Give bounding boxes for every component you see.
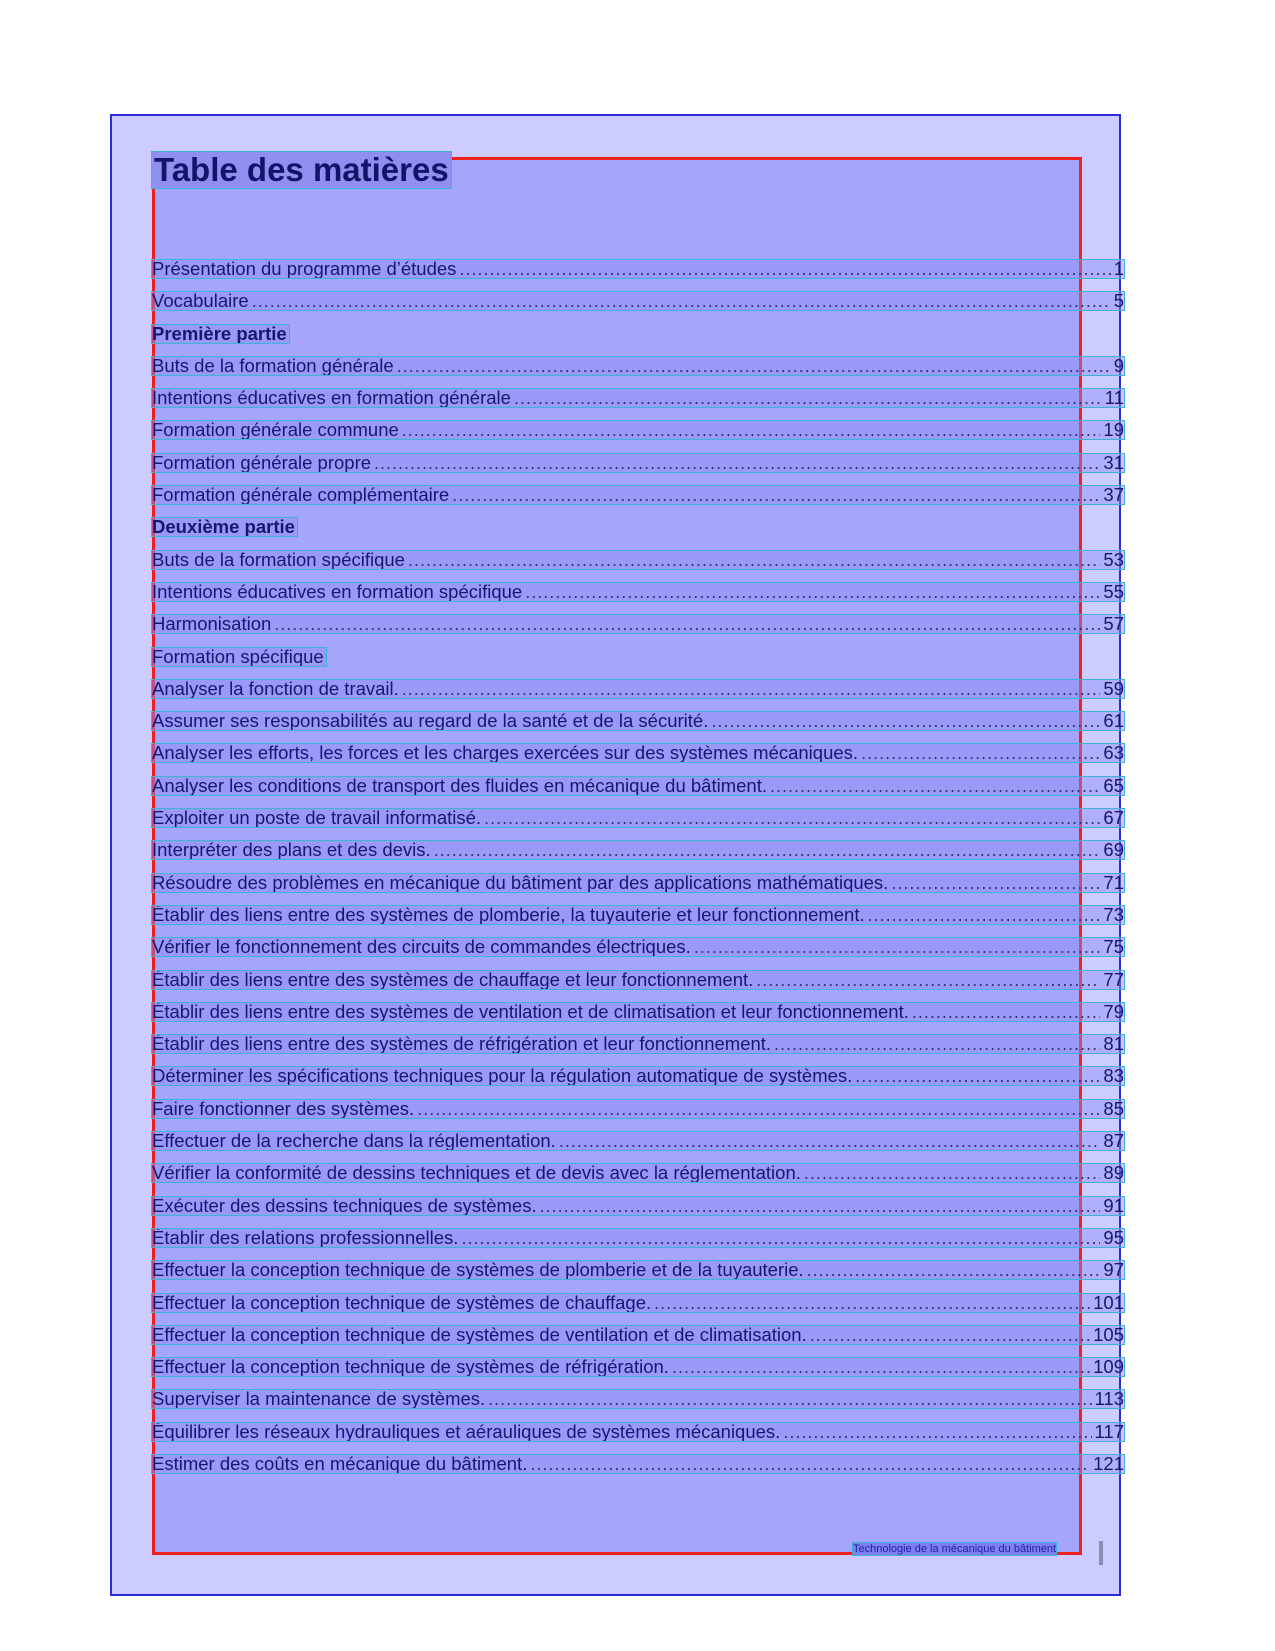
toc-dot-leader	[861, 744, 1100, 762]
toc-entry-label: Résoudre des problèmes en mécanique du bâtiment par des applications mathématiques.	[152, 871, 889, 893]
toc-line	[152, 615, 1124, 633]
toc-entry-label: Harmonisation	[152, 613, 272, 635]
page-title: Table des matières	[154, 151, 449, 188]
toc-line	[152, 1452, 1124, 1474]
toc-dot-leader	[408, 551, 1100, 569]
toc-entry-label: Effectuer la conception technique de systèmes de plomberie et de la tuyauterie.	[152, 1259, 804, 1281]
toc-entry-label: Vérifier la conformité de dessins techniques et de devis avec la réglementation.	[152, 1162, 801, 1184]
toc-entry[interactable]	[152, 1253, 1124, 1285]
toc-entry-label: Deuxième partie	[152, 516, 295, 538]
toc-entry[interactable]	[152, 1350, 1124, 1382]
toc-dot-leader	[559, 1132, 1101, 1150]
toc-dot-leader	[402, 421, 1101, 439]
toc-page-number: 91	[1103, 1194, 1124, 1216]
toc-entry[interactable]	[152, 736, 1124, 768]
toc-entry[interactable]	[152, 446, 1124, 478]
toc-dot-leader	[461, 1229, 1100, 1247]
toc-entry-label: Effectuer la conception technique de systèmes de chauffage.	[152, 1291, 652, 1313]
toc-entry[interactable]	[152, 769, 1124, 801]
toc-dot-leader	[912, 1003, 1101, 1021]
toc-dot-leader	[810, 1326, 1090, 1344]
toc-page-number: 79	[1103, 1000, 1124, 1022]
toc-entry[interactable]	[152, 543, 1124, 575]
toc-entry-label: Formation générale propre	[152, 451, 372, 473]
toc-line	[152, 712, 1124, 730]
toc-entry-label: Présentation du programme d’études	[152, 258, 457, 279]
toc-dot-leader	[459, 260, 1110, 278]
toc-entry-label: Analyser les efforts, les forces et les charges exercées sur des systèmes mécaniques.	[152, 742, 859, 764]
toc-entry[interactable]	[152, 1447, 1124, 1479]
toc-entry[interactable]	[152, 898, 1124, 930]
toc-dot-leader	[530, 1455, 1090, 1473]
toc-line	[152, 354, 1124, 376]
toc-page-number: 5	[1113, 290, 1124, 312]
toc-entry-label: Superviser la maintenance de systèmes.	[152, 1388, 486, 1410]
toc-line	[152, 260, 1124, 278]
toc-entry[interactable]	[152, 801, 1124, 833]
toc-section-heading	[152, 317, 1124, 349]
toc-entry-label: Exploiter un poste de travail informatisé.	[152, 807, 482, 829]
toc-entry[interactable]	[152, 252, 1124, 284]
toc-page-number: 75	[1103, 936, 1124, 958]
toc-page-number: 71	[1103, 871, 1124, 893]
toc-entry[interactable]	[152, 1059, 1124, 1091]
toc-dot-leader	[804, 1164, 1101, 1182]
toc-dot-leader	[540, 1197, 1101, 1215]
toc-dot-leader	[770, 777, 1100, 795]
toc-page-number: 69	[1103, 839, 1124, 861]
toc-line	[152, 421, 1124, 439]
toc-line	[152, 1261, 1124, 1279]
toc-line	[152, 451, 1124, 473]
toc-entry-label: Intentions éducatives en formation générale	[152, 387, 511, 409]
toc-dot-leader	[417, 1100, 1100, 1118]
toc-entry-label: Formation générale commune	[152, 419, 399, 441]
toc-dot-leader	[252, 292, 1111, 310]
toc-entry[interactable]	[152, 995, 1124, 1027]
toc-page-number: 97	[1103, 1259, 1124, 1281]
toc-page-number: 81	[1103, 1033, 1124, 1055]
toc-entry[interactable]	[152, 866, 1124, 898]
toc-page-number: 61	[1103, 710, 1124, 732]
toc-entry-label: Formation spécifique	[152, 645, 324, 667]
toc-entry[interactable]	[152, 1092, 1124, 1124]
toc-page-number: 85	[1103, 1097, 1124, 1119]
toc-page-number: 105	[1093, 1323, 1124, 1345]
toc-page-number: 63	[1103, 742, 1124, 764]
toc-page-number: 95	[1103, 1226, 1124, 1248]
toc-dot-leader	[783, 1423, 1091, 1441]
toc-line	[152, 1323, 1124, 1345]
toc-page-number: 83	[1103, 1065, 1124, 1087]
toc-entry-label: Buts de la formation spécifique	[152, 548, 405, 570]
toc-entry-label: Effectuer de la recherche dans la réglementation.	[152, 1130, 556, 1152]
toc-entry[interactable]	[152, 963, 1124, 995]
toc-line	[152, 1164, 1124, 1182]
toc-entry-label: Analyser la fonction de travail.	[152, 677, 399, 699]
toc-dot-leader	[694, 938, 1101, 956]
toc-entry-label: Intentions éducatives en formation spécifique	[152, 580, 523, 602]
toc-entry-label: Établir des liens entre des systèmes de réfrigération et leur fonctionnement.	[152, 1033, 772, 1055]
toc-page-number: 1	[1113, 258, 1124, 279]
toc-entry[interactable]	[152, 1221, 1124, 1253]
toc-entry[interactable]	[152, 413, 1124, 445]
toc-line	[152, 486, 1124, 504]
toc-entry-label: Assumer ses responsabilités au regard de la santé et de la sécurité.	[152, 710, 709, 732]
toc-line	[152, 938, 1124, 956]
toc-line	[152, 518, 297, 536]
toc-line	[152, 1000, 1124, 1022]
toc-line	[152, 1358, 1124, 1376]
toc-dot-leader	[488, 1390, 1091, 1408]
toc-dot-leader	[855, 1067, 1100, 1085]
toc-entry[interactable]	[152, 381, 1124, 413]
toc-entry[interactable]	[152, 284, 1124, 316]
toc-entry-label: Exécuter des dessins techniques de systèmes.	[152, 1194, 537, 1216]
toc-page-number: 31	[1103, 451, 1124, 473]
toc-entry[interactable]	[152, 672, 1124, 704]
toc-entry[interactable]	[152, 1415, 1124, 1447]
toc-entry[interactable]	[152, 833, 1124, 865]
toc-line	[152, 809, 1124, 827]
toc-entry-label: Interpréter des plans et des devis.	[152, 839, 431, 861]
toc-page-number: 87	[1103, 1130, 1124, 1152]
toc-line	[152, 1390, 1124, 1408]
toc-line	[152, 677, 1124, 699]
toc-line	[152, 1097, 1124, 1119]
toc-entry-label: Faire fonctionner des systèmes.	[152, 1097, 415, 1119]
footer-bar	[1099, 1541, 1103, 1565]
toc-dot-leader	[711, 712, 1100, 730]
toc-entry[interactable]	[152, 1027, 1124, 1059]
toc-line	[152, 1226, 1124, 1248]
toc-page-number: 19	[1103, 419, 1124, 441]
toc-dot-leader	[374, 454, 1100, 472]
toc-line	[152, 580, 1124, 602]
toc-entry-label: Vérifier le fonctionnement des circuits de commandes électriques.	[152, 936, 691, 958]
toc-entry[interactable]	[152, 575, 1124, 607]
toc-dot-leader	[402, 680, 1101, 698]
toc-entry[interactable]	[152, 349, 1124, 381]
toc-entry[interactable]	[152, 1318, 1124, 1350]
toc-entry-label: Effectuer la conception technique de systèmes de ventilation et de climatisation.	[152, 1323, 807, 1345]
toc-entry-label: Déterminer les spécifications techniques pour la régulation automatique de systèmes.	[152, 1065, 853, 1087]
toc-dot-leader	[397, 357, 1111, 375]
toc-entry[interactable]	[152, 704, 1124, 736]
toc-line	[152, 1035, 1124, 1053]
toc-page-number: 77	[1103, 968, 1124, 990]
toc-dot-leader	[756, 971, 1100, 989]
toc-entry[interactable]	[152, 607, 1124, 639]
toc-entry-label: Effectuer la conception technique de systèmes de réfrigération.	[152, 1356, 669, 1378]
toc-entry-label: Établir des relations professionnelles.	[152, 1226, 459, 1248]
toc-dot-leader	[434, 841, 1101, 859]
toc-entry-label: Formation générale complémentaire	[152, 484, 450, 506]
toc-entry-label: Vocabulaire	[152, 290, 249, 312]
toc-dot-leader	[452, 486, 1100, 504]
toc-page-number: 55	[1103, 580, 1124, 602]
toc-line	[152, 903, 1124, 925]
toc-line	[152, 744, 1124, 762]
toc-page-number: 109	[1093, 1356, 1124, 1378]
toc-dot-leader	[484, 809, 1100, 827]
toc-entry[interactable]	[152, 1286, 1124, 1318]
toc-dot-leader	[774, 1035, 1100, 1053]
toc-entry-label: Établir des liens entre des systèmes de chauffage et leur fonctionnement.	[152, 968, 754, 990]
toc-line	[152, 1291, 1124, 1313]
toc-page-number: 57	[1103, 613, 1124, 635]
toc-dot-leader	[654, 1294, 1090, 1312]
toc-page-number: 53	[1103, 548, 1124, 570]
toc-entry-label: Première partie	[152, 322, 287, 344]
toc-entry[interactable]	[152, 1156, 1124, 1188]
toc-line	[152, 968, 1124, 990]
toc-line	[152, 292, 1124, 310]
toc-entry-label: Équilibrer les réseaux hydrauliques et aérauliques de systèmes mécaniques.	[152, 1420, 781, 1442]
toc-dot-leader	[672, 1358, 1090, 1376]
toc-entry[interactable]	[152, 1124, 1124, 1156]
toc-line	[152, 841, 1124, 859]
toc-page-number: 9	[1113, 354, 1124, 376]
toc-line	[152, 1132, 1124, 1150]
toc-entry-label: Estimer des coûts en mécanique du bâtiment.	[152, 1452, 528, 1474]
toc-page-number: 65	[1103, 774, 1124, 796]
toc-page-number: 67	[1103, 807, 1124, 829]
toc-line	[152, 1194, 1124, 1216]
toc-entry[interactable]	[152, 1189, 1124, 1221]
toc-page-number: 59	[1103, 677, 1124, 699]
toc-entry-label: Analyser les conditions de transport des fluides en mécanique du bâtiment.	[152, 774, 767, 796]
toc-section-heading	[152, 510, 1124, 542]
table-of-contents	[152, 252, 1124, 1479]
toc-line	[152, 322, 289, 344]
toc-page-number: 113	[1094, 1388, 1124, 1410]
toc-page-number: 117	[1094, 1420, 1124, 1442]
toc-dot-leader	[514, 389, 1102, 407]
toc-page-number: 101	[1093, 1291, 1124, 1313]
toc-dot-leader	[274, 615, 1100, 633]
toc-page-number: 73	[1103, 903, 1124, 925]
toc-line	[152, 1420, 1124, 1442]
toc-dot-leader	[891, 874, 1100, 892]
toc-dot-leader	[807, 1261, 1101, 1279]
toc-entry[interactable]	[152, 1382, 1124, 1414]
toc-line	[152, 774, 1124, 796]
footer-text: Technologie de la mécanique du bâtiment	[853, 1543, 1057, 1555]
toc-page-number: 11	[1104, 387, 1124, 409]
toc-line	[152, 548, 1124, 570]
toc-line	[152, 871, 1124, 893]
toc-entry[interactable]	[152, 478, 1124, 510]
toc-entry-label: Établir des liens entre des systèmes de ventilation et de climatisation et leur fonctionnement.	[152, 1000, 909, 1022]
toc-dot-leader	[525, 583, 1100, 601]
toc-page-number: 37	[1103, 484, 1124, 506]
toc-entry-label: Établir des liens entre des systèmes de plomberie, la tuyauterie et leur fonctionnement.	[152, 903, 865, 925]
toc-entry[interactable]	[152, 930, 1124, 962]
toc-page-number: 121	[1093, 1452, 1124, 1474]
toc-line	[152, 645, 326, 667]
toc-line	[152, 389, 1124, 407]
toc-dot-leader	[868, 906, 1101, 924]
toc-entry-label: Buts de la formation générale	[152, 354, 394, 376]
toc-page-number: 89	[1103, 1162, 1124, 1184]
toc-line	[152, 1067, 1124, 1085]
toc-section-heading	[152, 640, 1124, 672]
